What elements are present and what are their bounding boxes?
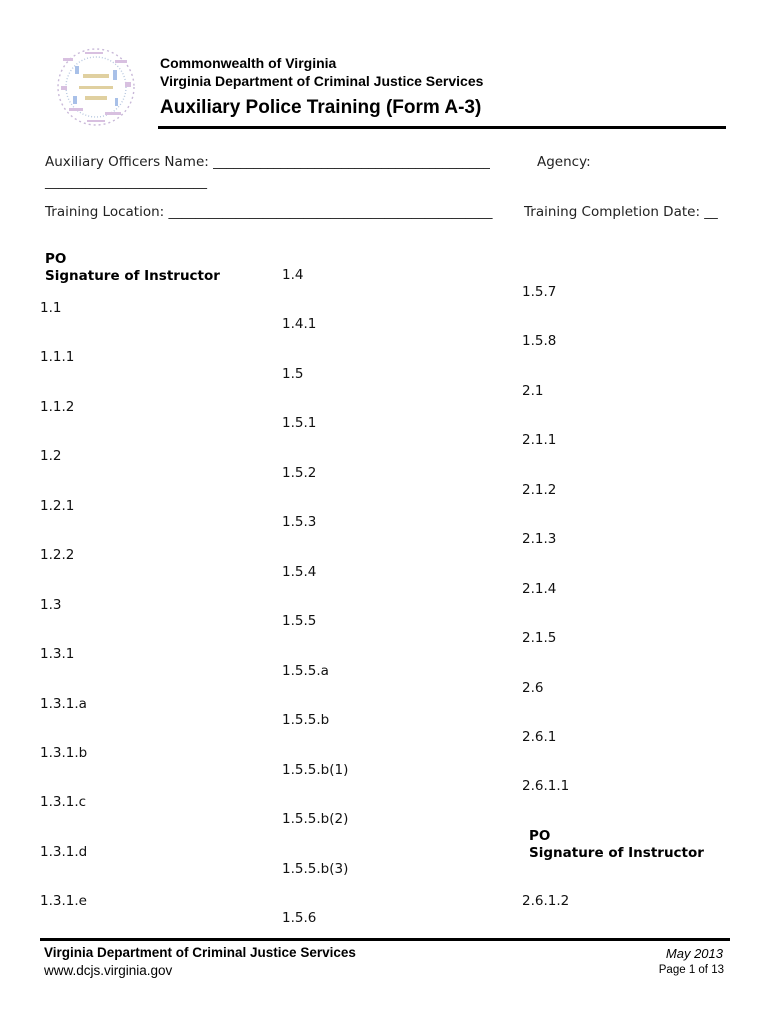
- item-row: 1.5.8: [522, 333, 557, 349]
- dcjs-seal-logo: [55, 46, 137, 128]
- form-title: Auxiliary Police Training (Form A-3): [160, 97, 482, 118]
- item-row: 1.5.5.b(2): [282, 811, 349, 827]
- item-row: 1.5.6: [282, 910, 317, 926]
- item-row: 1.5.5.b: [282, 712, 330, 728]
- item-row: 1.5.5: [282, 613, 317, 629]
- item-row: 1.3.1.b: [40, 745, 88, 761]
- item-row: 2.1.1: [522, 432, 557, 448]
- po-header-left: PO: [45, 251, 67, 267]
- org-line-commonwealth: Commonwealth of Virginia: [160, 55, 337, 71]
- footer-date: May 2013: [665, 946, 723, 961]
- item-row: 2.6.1.2: [522, 893, 570, 909]
- agency-field[interactable]: ________________________: [45, 174, 207, 190]
- header-divider: [158, 126, 726, 129]
- officer-name-field[interactable]: Auxiliary Officers Name: _________________________________________: [45, 154, 490, 170]
- item-row: 1.3.1.c: [40, 794, 87, 810]
- item-row: 2.1.4: [522, 581, 557, 597]
- training-location-field[interactable]: Training Location: ________________________________________________: [45, 204, 493, 220]
- item-row: 1.2: [40, 448, 62, 464]
- item-row: 1.5.2: [282, 465, 317, 481]
- item-row: 2.1.5: [522, 630, 557, 646]
- item-row: 1.2.1: [40, 498, 75, 514]
- footer-divider: [40, 938, 730, 941]
- item-row: 1.3.1: [40, 646, 75, 662]
- item-row: 1.5.5.a: [282, 663, 329, 679]
- po-header-right: PO: [529, 828, 551, 844]
- instructor-signature-header-left: Signature of Instructor: [45, 268, 220, 284]
- item-row: 1.4: [282, 267, 304, 283]
- item-row: 2.1.3: [522, 531, 557, 547]
- item-row: 1.1: [40, 300, 62, 316]
- item-row: 1.5: [282, 366, 304, 382]
- item-row: 2.1: [522, 383, 544, 399]
- instructor-signature-header-right: Signature of Instructor: [529, 845, 704, 861]
- item-row: 2.6.1.1: [522, 778, 570, 794]
- item-row: 1.5.7: [522, 284, 557, 300]
- item-row: 1.1.1: [40, 349, 75, 365]
- item-row: 2.6.1: [522, 729, 557, 745]
- item-row: 1.3.1.e: [40, 893, 87, 909]
- org-line-department: Virginia Department of Criminal Justice Services: [160, 73, 484, 89]
- item-row: 1.4.1: [282, 316, 317, 332]
- footer-url-link[interactable]: www.dcjs.virginia.gov: [44, 963, 173, 978]
- item-row: 1.5.5.b(1): [282, 762, 349, 778]
- item-row: 1.5.1: [282, 415, 317, 431]
- item-row: 1.5.5.b(3): [282, 861, 349, 877]
- item-row: 2.1.2: [522, 482, 557, 498]
- completion-date-field[interactable]: Training Completion Date: __: [524, 204, 718, 220]
- page-number: Page 1 of 13: [658, 964, 724, 976]
- item-row: 1.1.2: [40, 399, 75, 415]
- item-row: 1.3.1.a: [40, 696, 87, 712]
- item-row: 2.6: [522, 680, 544, 696]
- item-row: 1.2.2: [40, 547, 75, 563]
- item-row: 1.5.3: [282, 514, 317, 530]
- item-row: 1.3.1.d: [40, 844, 88, 860]
- item-row: 1.5.4: [282, 564, 317, 580]
- agency-label: Agency:: [537, 154, 591, 170]
- footer-org: Virginia Department of Criminal Justice Services: [44, 945, 356, 960]
- item-row: 1.3: [40, 597, 62, 613]
